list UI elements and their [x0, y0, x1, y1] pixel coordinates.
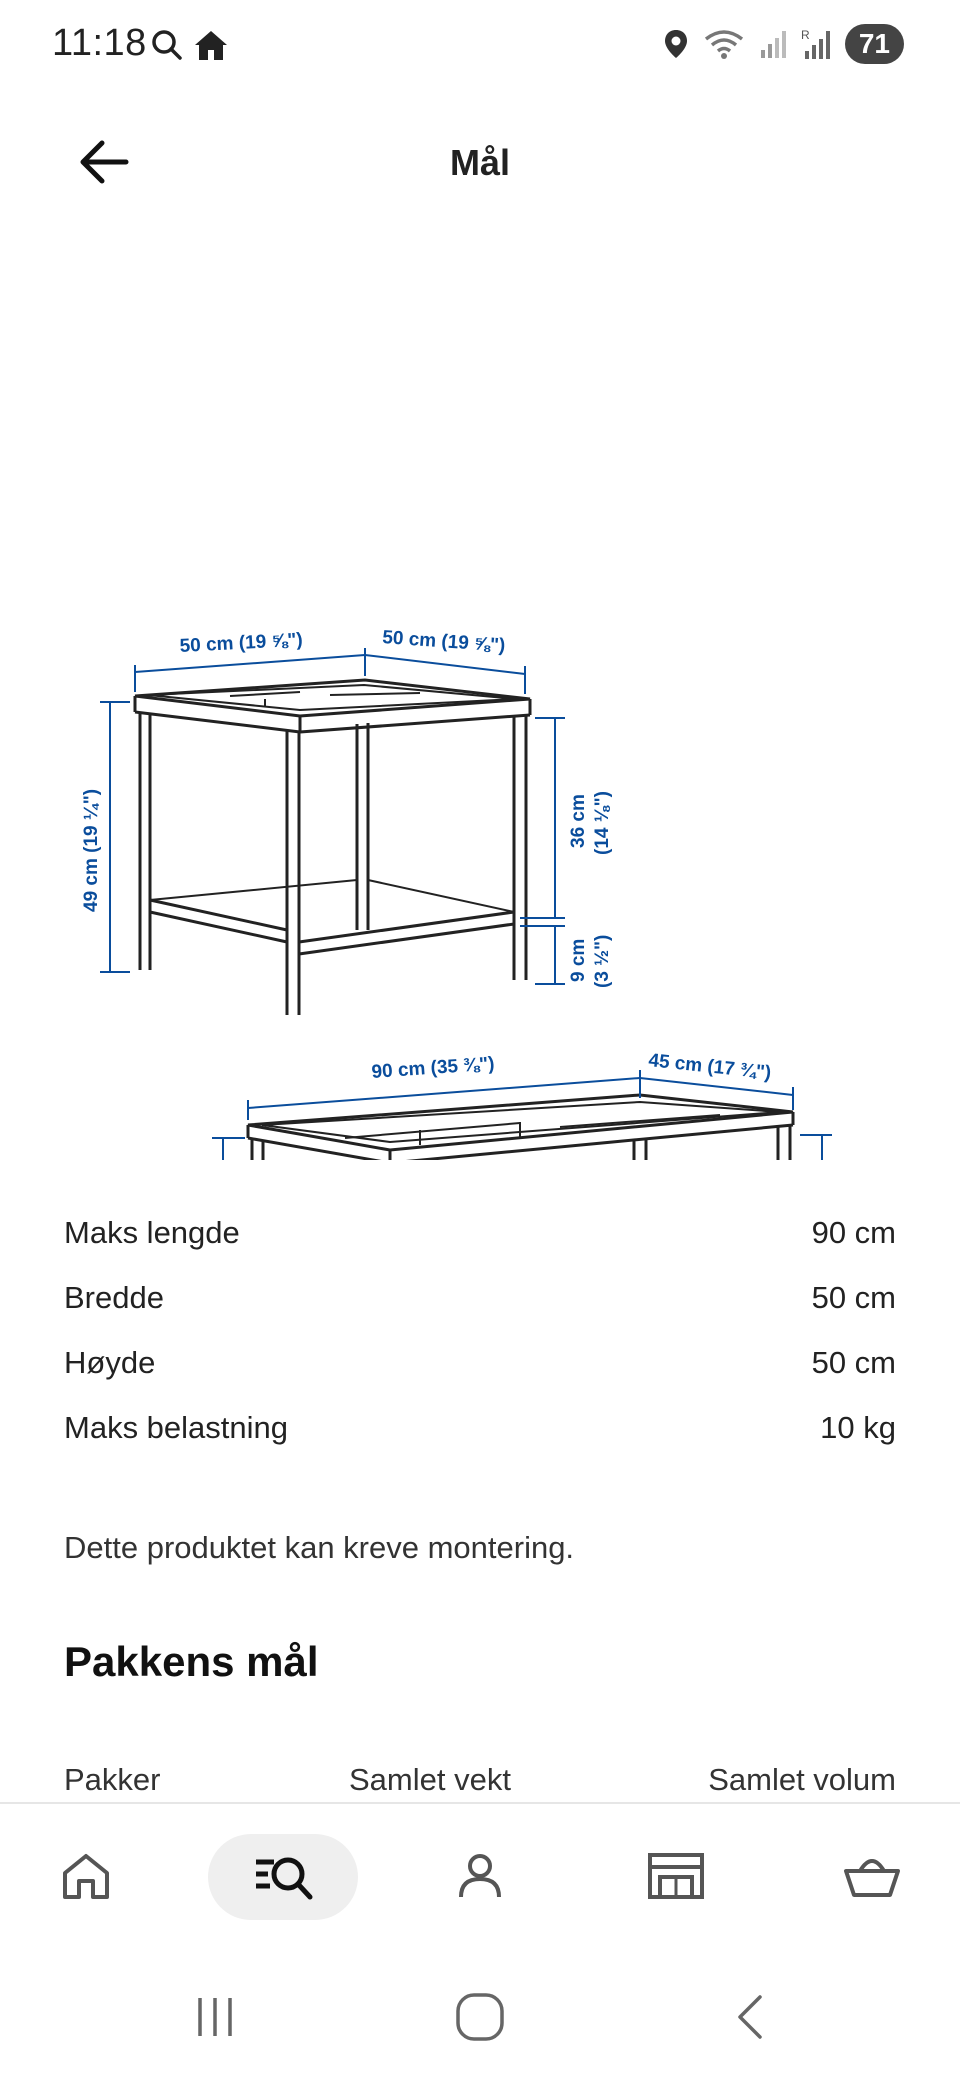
nav-profile-button[interactable] [440, 1836, 520, 1916]
home-icon [60, 1851, 112, 1901]
home-icon [192, 28, 230, 62]
spec-row [64, 1410, 896, 1475]
spec-row [64, 1345, 896, 1410]
recent-apps-icon [190, 1992, 240, 2042]
status-left-icons [150, 28, 230, 62]
back-icon [730, 1992, 770, 2042]
package-column-header: Samlet vekt [349, 1762, 511, 1797]
bottom-nav [0, 1802, 960, 1952]
spec-label: Høyde [64, 1345, 156, 1380]
table-2-width-label: 90 cm (35 ⅜") [370, 1053, 496, 1083]
home-button-icon [453, 1990, 507, 2044]
spec-value: 90 cm [811, 1215, 896, 1250]
status-bar [0, 0, 960, 90]
recent-apps-button[interactable] [175, 1982, 255, 2052]
dimension-drawing [0, 300, 960, 1160]
wifi-icon [703, 27, 745, 61]
spec-row [64, 1215, 896, 1280]
nav-store-button[interactable] [636, 1836, 716, 1916]
spec-row [64, 1280, 896, 1345]
package-column-header: Samlet volum [708, 1762, 896, 1797]
app-header [0, 110, 960, 210]
location-icon [663, 28, 689, 60]
table-2-drawing [248, 1095, 793, 1160]
search-list-icon [252, 1852, 314, 1902]
store-icon [647, 1851, 705, 1901]
nav-basket-button[interactable] [832, 1836, 912, 1916]
home-system-button[interactable] [440, 1982, 520, 2052]
basket-icon [843, 1851, 901, 1901]
table-1-upper-label-2: (14 ⅛") [592, 791, 613, 855]
spec-label: Maks lengde [64, 1215, 240, 1250]
package-column-header: Pakker [64, 1762, 161, 1797]
table-1-drawing [135, 680, 530, 1015]
battery-indicator: 71 [845, 24, 904, 64]
profile-icon [455, 1851, 505, 1901]
assembly-note: Dette produktet kan kreve montering. [64, 1530, 575, 1565]
svg-text:R: R [800, 28, 810, 42]
status-time: 11:18 [52, 22, 147, 64]
back-system-button[interactable] [710, 1982, 790, 2052]
status-right [663, 24, 904, 64]
table-1-height-label: 49 cm (19 ¼") [81, 788, 102, 912]
spec-value: 50 cm [811, 1345, 896, 1380]
table-1-lower-label-1: 9 cm [568, 938, 589, 982]
table-2-depth-label: 45 cm (17 ¾") [647, 1050, 773, 1084]
package-section-title: Pakkens mål [64, 1638, 319, 1685]
nav-home-button[interactable] [46, 1836, 126, 1916]
spec-label: Maks belastning [64, 1410, 289, 1445]
table-1-depth-label: 50 cm (19 ⅝") [381, 627, 506, 657]
signal-roaming-icon [801, 27, 831, 61]
spec-value: 50 cm [811, 1280, 896, 1315]
table-1-lower-label-2: (3 ½") [592, 934, 613, 988]
page-title: Mål [449, 142, 510, 183]
search-icon [150, 28, 184, 62]
nav-search-button[interactable] [208, 1834, 358, 1920]
spec-list [64, 1215, 896, 1475]
signal-icon [759, 28, 787, 60]
spec-value: 10 kg [820, 1410, 896, 1445]
system-nav-bar [0, 1960, 960, 2080]
table-1-width-label: 50 cm (19 ⅝") [179, 629, 304, 657]
spec-label: Bredde [64, 1280, 164, 1315]
table-1-upper-label-1: 36 cm [568, 794, 589, 848]
